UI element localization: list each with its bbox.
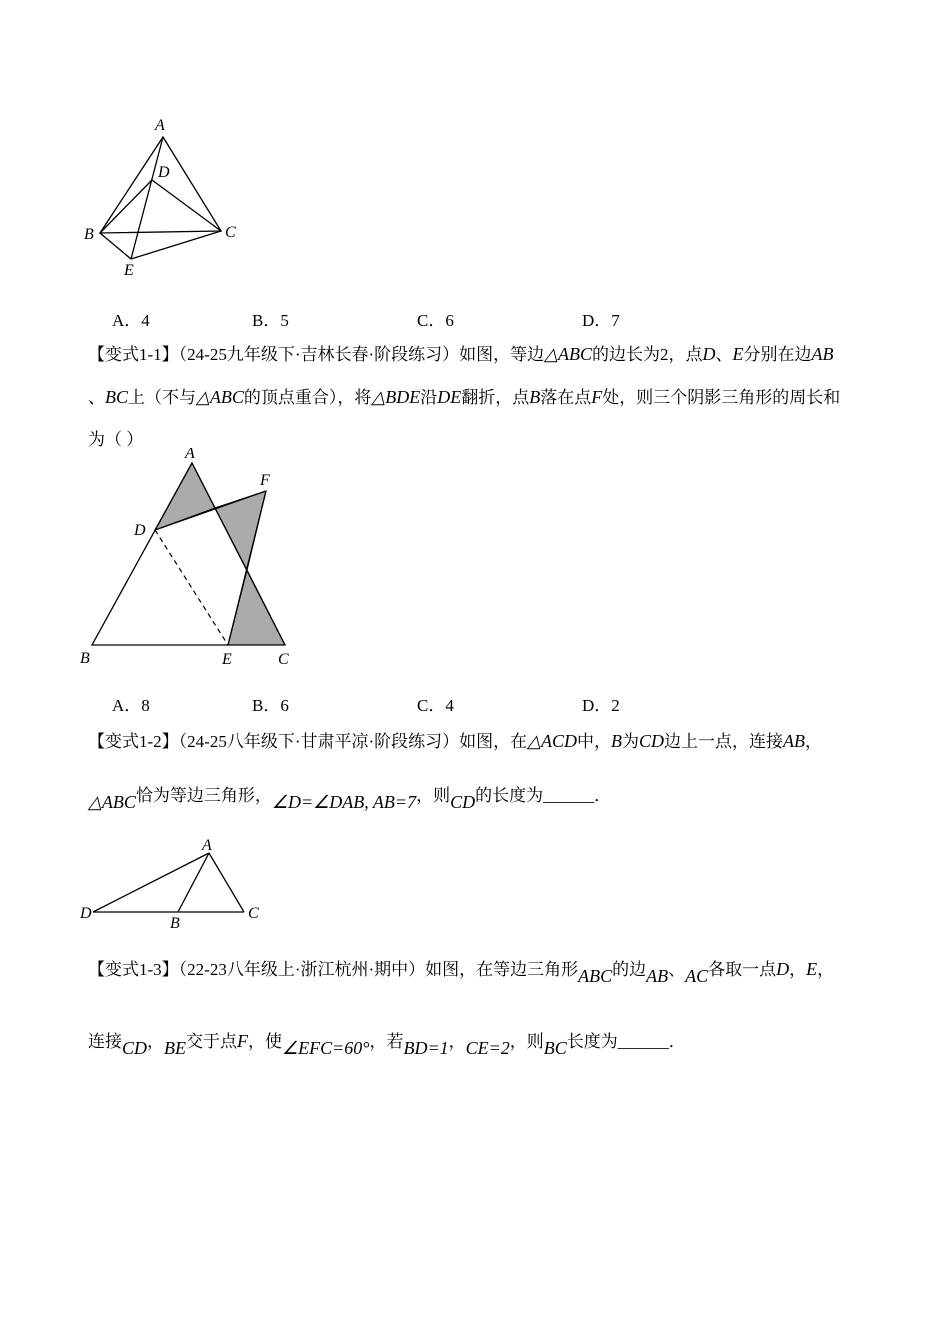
segment-e-c: [131, 231, 221, 259]
problem-1-2-line-2: [88, 782, 888, 812]
triangle-abc-outline: [100, 137, 221, 233]
text-run: 落在点: [540, 388, 592, 407]
text-run: △BDE: [371, 387, 421, 407]
vertex-label-a: A: [155, 117, 165, 134]
vertex-label-e: E: [222, 651, 232, 668]
text-run: AC: [685, 966, 709, 986]
text-run: 为: [622, 732, 639, 751]
text-run: E: [732, 344, 744, 364]
option-d: D．7: [582, 311, 620, 330]
text-run: CD: [122, 1038, 148, 1058]
option-b: B．6: [252, 696, 289, 715]
segment-d-a: [93, 853, 209, 912]
vertex-label-b: B: [80, 650, 90, 667]
text-run: 、: [715, 345, 733, 364]
text-run: ，: [147, 1032, 165, 1051]
segment-b-e: [100, 233, 131, 259]
problem-1-3-line-1: [88, 956, 888, 986]
vertex-label-c: C: [225, 224, 236, 241]
text-run: B: [611, 731, 622, 751]
figure-1-svg: [80, 115, 245, 285]
text-run: CD: [450, 792, 476, 812]
text-run: D: [776, 959, 790, 979]
text-run: 【变式1-3】（22-23八年级上·浙江杭州·期中）如图，在等边三角形: [88, 960, 579, 979]
vertex-label-b: B: [84, 226, 94, 243]
option-d: D．2: [582, 696, 620, 715]
vertex-label-d: D: [158, 164, 170, 181]
problem-1-3-line-2: [88, 1028, 888, 1058]
text-run: 边上一点，连接: [664, 732, 784, 751]
text-run: ∠D=∠DAB, AB=7: [271, 792, 417, 812]
segment-a-c: [209, 853, 244, 912]
option-b: B．5: [252, 311, 289, 330]
text-run: ，则: [416, 786, 451, 805]
text-run: △ABC: [544, 344, 592, 364]
text-run: BE: [164, 1038, 187, 1058]
text-run: 【变式1-1】（24-25九年级下·吉林长春·阶段练习）如图，等边: [88, 345, 545, 364]
figure-2: [70, 448, 310, 675]
segment-d-c: [152, 180, 221, 231]
text-run: BC: [543, 1038, 567, 1058]
problem-1-2-line-1: [88, 728, 888, 755]
vertex-label-d: D: [80, 905, 92, 922]
text-run: AB: [783, 731, 806, 751]
text-run: ，: [817, 960, 835, 979]
text-run: 的长度为______．: [475, 786, 612, 805]
vertex-label-a: A: [202, 838, 212, 854]
shaded-triangle-bottom: [228, 570, 285, 645]
figure-1: [80, 115, 245, 290]
text-run: 的顶点重合），将: [243, 388, 372, 407]
text-run: CE=2: [465, 1038, 510, 1058]
option-c: C．6: [417, 311, 454, 330]
text-run: 各取一点: [708, 960, 777, 979]
text-run: 中，: [577, 732, 611, 751]
problem-1-1-line-1: [88, 341, 888, 368]
text-run: BC: [105, 387, 129, 407]
text-run: 沿: [420, 388, 438, 407]
text-run: 、: [668, 960, 686, 979]
text-run: BD=1: [403, 1038, 449, 1058]
text-run: F: [591, 387, 603, 407]
text-run: ，: [448, 1032, 466, 1051]
vertex-label-b: B: [170, 915, 180, 932]
text-run: 的边长为2，点: [592, 345, 703, 364]
vertex-label-d: D: [134, 522, 146, 539]
text-run: ，则: [509, 1032, 544, 1051]
option-a: A．4: [112, 311, 150, 330]
text-run: 翻折，点: [461, 388, 530, 407]
text-run: ，使: [248, 1032, 283, 1051]
vertex-label-a: A: [185, 448, 195, 462]
text-run: △ABC: [196, 387, 244, 407]
text-run: B: [529, 387, 541, 407]
text-run: AB: [811, 344, 834, 364]
text-run: 连接: [88, 1032, 122, 1051]
vertex-label-f: F: [260, 472, 270, 489]
text-run: ∠EFC=60°: [282, 1038, 370, 1058]
text-run: CD: [639, 731, 665, 751]
text-run: 为（ ）: [88, 430, 144, 449]
figure-3: [78, 838, 263, 938]
vertex-label-c: C: [248, 905, 259, 922]
segment-a-e: [131, 137, 163, 259]
vertex-label-c: C: [278, 651, 289, 668]
problem-1-1-line-2: [88, 384, 888, 411]
vertex-label-e: E: [124, 262, 134, 279]
text-run: 恰为等边三角形，: [135, 786, 272, 805]
text-run: E: [806, 959, 818, 979]
segment-a-b: [178, 853, 209, 912]
text-run: 交于点: [186, 1032, 238, 1051]
segment-d-e-dashed: [155, 530, 228, 645]
text-run: AB: [646, 966, 669, 986]
text-run: 长度为______．: [566, 1032, 686, 1051]
text-run: △ACD: [527, 731, 577, 751]
figure-2-svg: [70, 448, 310, 670]
option-a: A．8: [112, 696, 150, 715]
text-run: 处，则三个阴影三角形的周长和: [602, 388, 841, 407]
figure-3-svg: [78, 838, 263, 933]
text-run: ，: [789, 960, 807, 979]
text-run: D: [702, 344, 716, 364]
text-run: △ABC: [88, 792, 136, 812]
text-run: 的边: [612, 960, 647, 979]
text-run: 分别在边: [743, 345, 812, 364]
text-run: ABC: [578, 966, 613, 986]
text-run: F: [237, 1031, 249, 1051]
text-run: DE: [437, 387, 462, 407]
text-run: 上（不与: [128, 388, 197, 407]
text-run: 、: [88, 388, 105, 407]
text-run: ，若: [369, 1032, 404, 1051]
text-run: 【变式1-2】（24-25八年级下·甘肃平凉·阶段练习）如图，在: [88, 732, 528, 751]
text-run: ，: [805, 732, 823, 751]
option-c: C．4: [417, 696, 454, 715]
